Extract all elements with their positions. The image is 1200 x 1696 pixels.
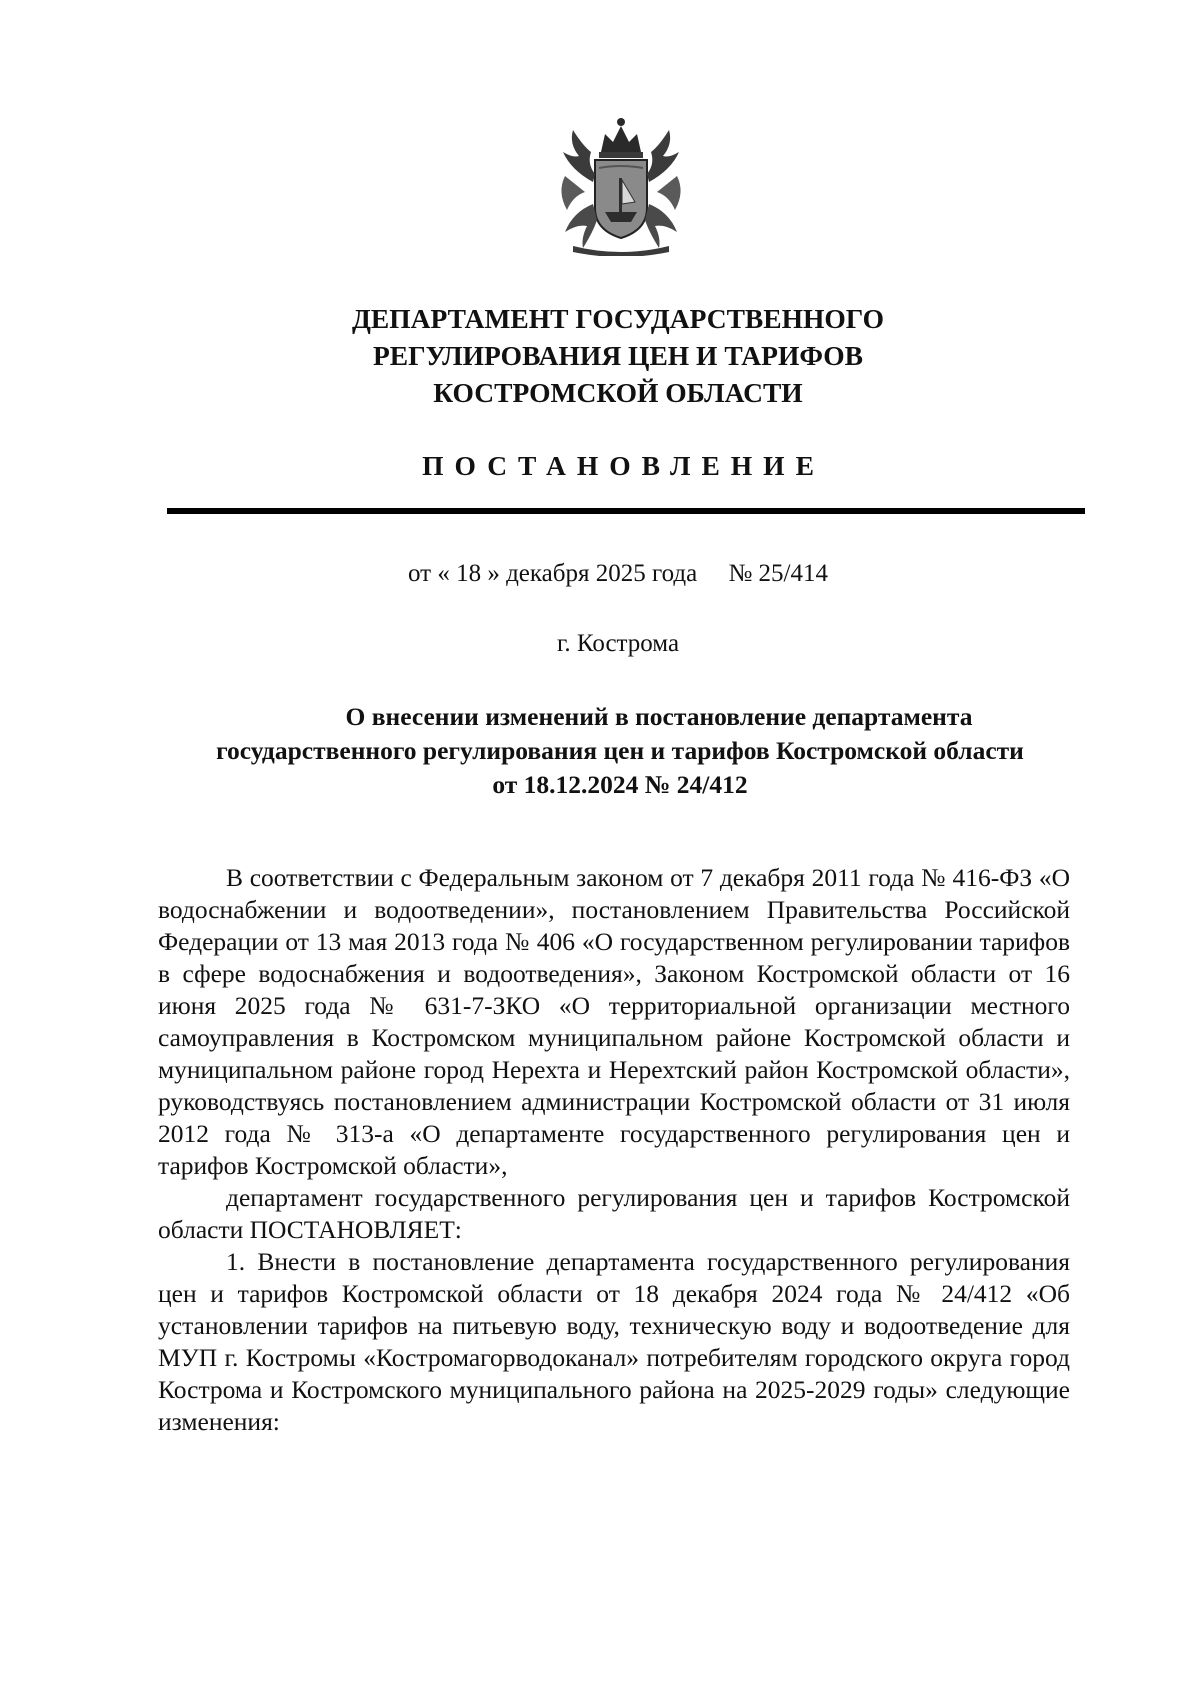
document-body — [158, 862, 1070, 1438]
date-and-number: от « 18 » декабря 2025 года № 25/414 — [407, 560, 829, 587]
header-divider — [167, 508, 1085, 514]
department-name-line: РЕГУЛИРОВАНИЯ ЦЕН И ТАРИФОВ — [372, 340, 864, 371]
department-name — [200, 300, 1036, 411]
body-paragraph-resolves: департамент государственного регулирования цен и тарифов Костромской области ПОСТАНОВЛЯЕТ: — [158, 1183, 1070, 1244]
subject-line: государственного регулирования цен и тарифов Костромской области — [216, 736, 1024, 765]
body-paragraph-item-1: 1. Внести в постановление департамента государственного регулирования цен и тарифов Костромской области от 18 декабря 2024 года № 24/412 «Об установлении тарифов на питьевую воду, техническую воду и водоотведение для МУП г. Костромы «Костромагорводоканал» потребителям городского округа город Кострома и Костромского муниципального района на 2025-2029 годы» следующие изменения: — [158, 1247, 1070, 1436]
document-type-title: ПОСТАНОВЛЕНИЕ — [422, 450, 825, 481]
department-name-line: ДЕПАРТАМЕНТ ГОСУДАРСТВЕННОГО — [352, 303, 884, 334]
body-paragraph-preamble: В соответствии с Федеральным законом от 7 декабря 2011 года № 416-ФЗ «О водоснабжении и водоотведении», постановлением Правительства Российской Федерации от 13 мая 2013 года № 406 «О государственном регулировании тарифов в сфере водоснабжения и водоотведения», Законом Костромской области от 16 июня 2025 года № 631-7-ЗКО «О территориальной организации местного самоуправления в Костромском муниципальном районе Костромской области и муниципальном районе город Нерехта и Нерехтский район Костромской области», руководствуясь постановлением администрации Костромской области от 31 июля 2012 года № 313-а «О департаменте государственного регулирования цен и тарифов Костромской области», — [158, 863, 1070, 1180]
city-name: г. Кострома — [556, 630, 680, 657]
subject-line: от 18.12.2024 № 24/412 — [492, 770, 748, 799]
department-name-line: КОСТРОМСКОЙ ОБЛАСТИ — [433, 377, 803, 408]
kostroma-region-coat-of-arms-icon — [543, 112, 699, 256]
subject-line: О внесении изменений в постановление департамента — [345, 702, 973, 731]
document-subject — [140, 700, 1100, 802]
